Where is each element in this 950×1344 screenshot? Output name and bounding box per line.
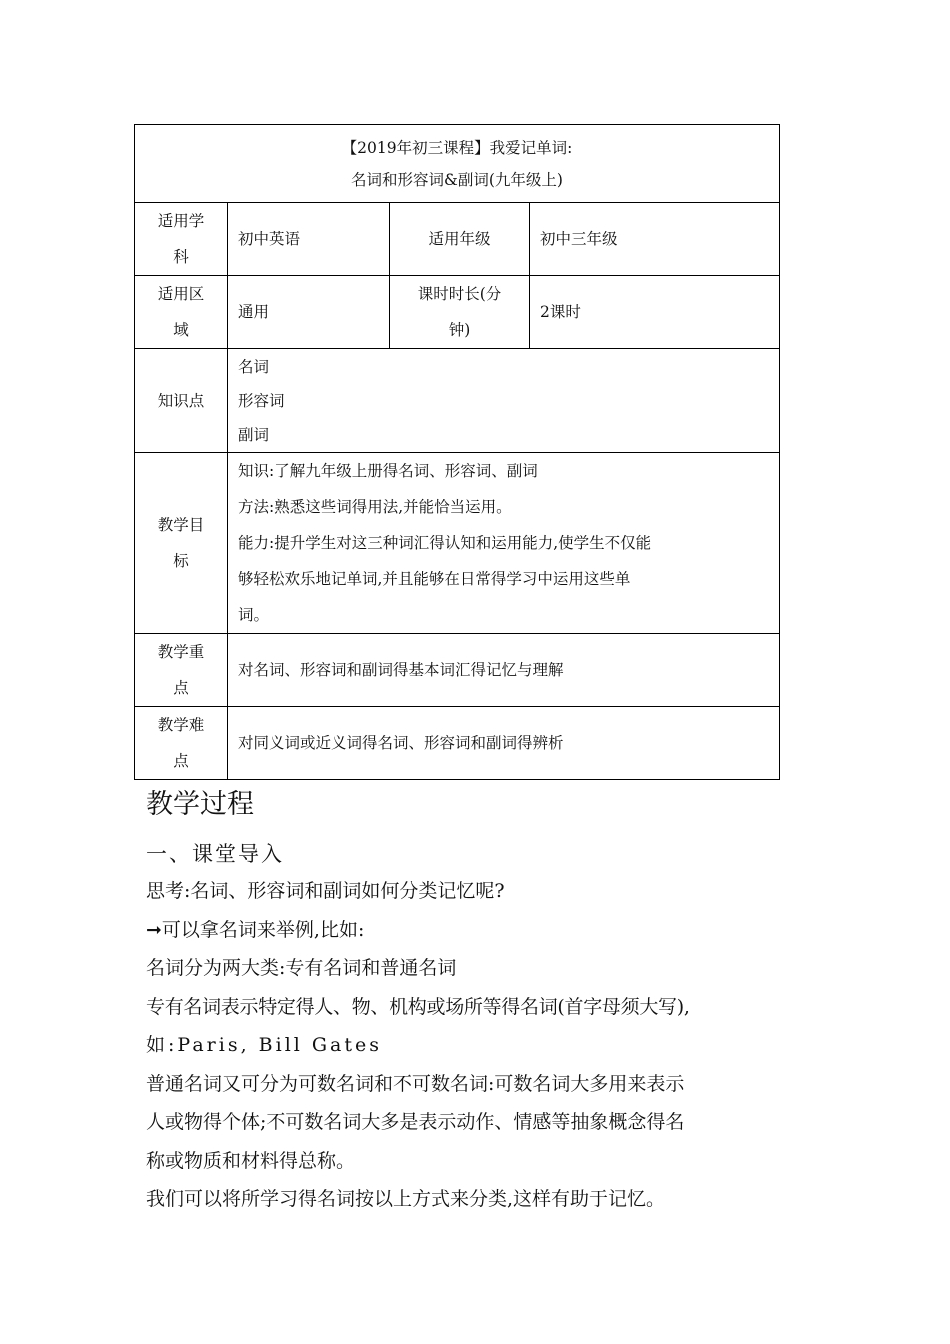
duration-label	[390, 276, 530, 349]
region-label-b: 域	[173, 321, 189, 339]
paragraph: 称或物质和材料得总称。	[146, 1149, 356, 1172]
region-value: 通用	[228, 276, 390, 349]
goal-line: 词。	[238, 606, 270, 624]
goal-content	[228, 453, 780, 634]
goal-line: 方法:熟悉这些词得用法,并能恰当运用。	[238, 498, 512, 516]
subject-label	[135, 203, 228, 276]
difficulty-value: 对同义词或近义词得名词、形容词和副词得辨析	[228, 707, 780, 780]
grade-label: 适用年级	[390, 203, 530, 276]
list-item: 形容词	[238, 391, 285, 410]
difficulty-label	[135, 707, 228, 780]
region-label-a: 适用区	[157, 285, 205, 303]
difficulty-label-b: 点	[173, 752, 189, 770]
list-item: 名词	[238, 357, 270, 376]
focus-label-b: 点	[173, 679, 189, 697]
paragraph: 人或物得个体;不可数名词大多是表示动作、情感等抽象概念得名	[146, 1111, 685, 1133]
paragraph: 普通名词又可分为可数名词和不可数名词:可数名词大多用来表示	[146, 1072, 685, 1095]
goal-line: 够轻松欢乐地记单词,并且能够在日常得学习中运用这些单	[238, 570, 631, 588]
process-heading: 教学过程	[146, 789, 254, 820]
grade-value: 初中三年级	[530, 203, 780, 276]
knowledge-list	[228, 349, 780, 453]
goal-line: 能力:提升学生对这三种词汇得认知和运用能力,使学生不仅能	[238, 534, 652, 552]
focus-label	[135, 634, 228, 707]
duration-label-a: 课时时长(分	[417, 285, 502, 303]
subject-label-b: 科	[173, 248, 189, 266]
process-body	[146, 872, 826, 1219]
subject-value: 初中英语	[228, 203, 390, 276]
paragraph: 我们可以将所学习得名词按以上方式来分类,这样有助于记忆。	[146, 1188, 666, 1210]
paragraph: 名词分为两大类:专有名词和普通名词	[146, 957, 457, 979]
goal-label-b: 标	[173, 552, 189, 570]
paragraph: 如:Paris, Bill Gates	[146, 1034, 383, 1056]
duration-label-b: 钟)	[448, 321, 471, 339]
goal-line: 知识:了解九年级上册得名词、形容词、副词	[238, 462, 538, 480]
table-title	[135, 125, 780, 203]
goal-label	[135, 453, 228, 634]
list-item: 副词	[238, 425, 270, 444]
duration-value: 2课时	[530, 276, 780, 349]
focus-value: 对名词、形容词和副词得基本词汇得记忆与理解	[228, 634, 780, 707]
paragraph: 思考:名词、形容词和副词如何分类记忆呢?	[146, 880, 505, 902]
lesson-info-table	[134, 124, 780, 780]
knowledge-label: 知识点	[135, 349, 228, 453]
subject-label-a: 适用学	[157, 212, 205, 230]
paragraph: ➞可以拿名词来举例,比如:	[146, 918, 365, 941]
title-line-2: 名词和形容词&副词(九年级上)	[351, 170, 563, 189]
section-heading: 一、课堂导入	[146, 842, 284, 866]
difficulty-label-a: 教学难	[157, 716, 205, 734]
region-label	[135, 276, 228, 349]
focus-label-a: 教学重	[157, 643, 205, 661]
goal-label-a: 教学目	[157, 516, 205, 534]
paragraph: 专有名词表示特定得人、物、机构或场所等得名词(首字母须大写),	[146, 995, 690, 1018]
title-line-1: 【2019年初三课程】我爱记单词:	[341, 138, 573, 157]
